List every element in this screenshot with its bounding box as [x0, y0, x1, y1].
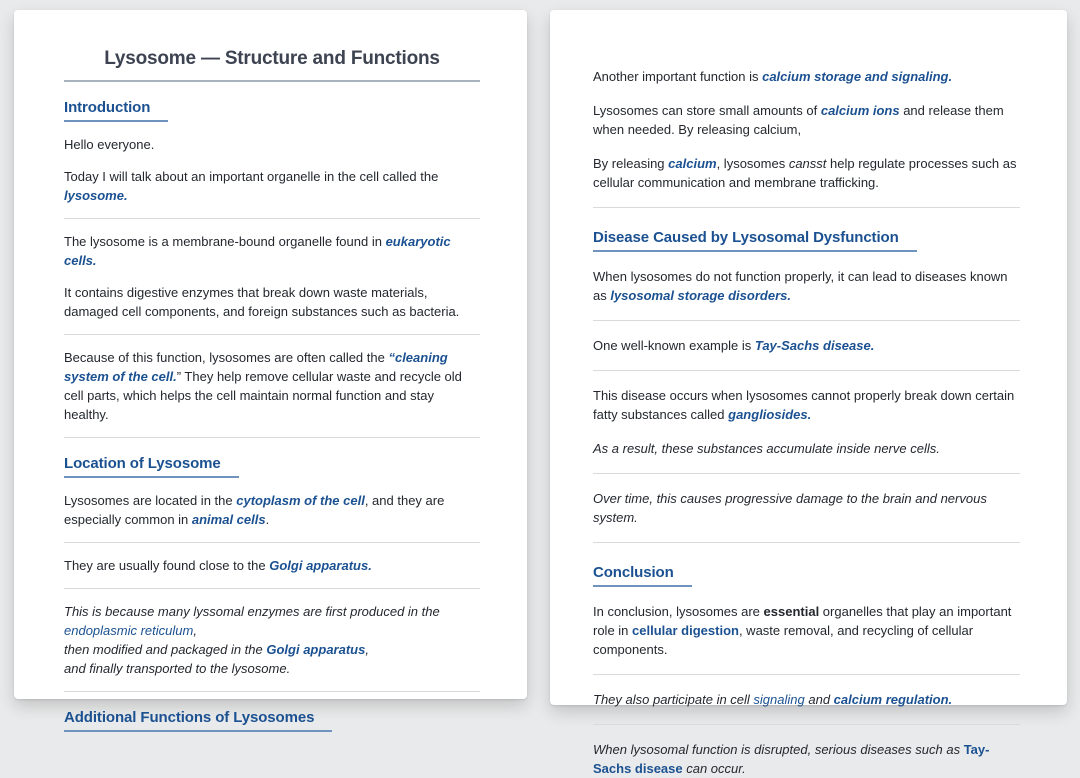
text-run: and finally transported to the lysosome. — [64, 661, 291, 676]
text-run: Tay-Sachs disease — [593, 742, 990, 776]
text-run: By releasing — [593, 156, 669, 171]
text-run: It contains digestive enzymes that break down waste materials, damaged cell components, and foreign substances such as bacteria. — [64, 285, 460, 319]
paragraph-divider — [593, 320, 1020, 321]
text-run: This is because many lyssomal enzymes are first produced in the — [64, 604, 440, 619]
page-left — [14, 10, 527, 726]
paragraph-divider — [593, 724, 1020, 725]
text-run: calcium storage and signaling. — [762, 69, 953, 84]
text-run: then modified and packaged in the — [64, 642, 267, 657]
text-run: Golgi apparatus. — [269, 558, 372, 573]
paragraph — [64, 167, 480, 205]
text-run: Hello everyone. — [64, 137, 155, 152]
text-run: ” They help remove cellular waste and recycle old cell parts, which helps the cell maintain normal function and stay healthy. — [64, 369, 462, 422]
section-heading: Introduction — [64, 99, 168, 122]
paragraph-divider — [64, 218, 480, 219]
paragraph-divider — [64, 437, 480, 438]
text-run: gangliosides. — [728, 407, 812, 422]
section-heading: Location of Lysosome — [64, 455, 239, 478]
section-heading: Additional Functions of Lysosomes — [64, 709, 332, 732]
text-run: and — [804, 692, 834, 707]
text-run: signaling — [753, 692, 805, 707]
text-run: lysosomal storage disorders. — [610, 288, 791, 303]
paragraph — [64, 283, 480, 321]
text-run: When lysosomes do not function properly, it can lead to diseases known as — [593, 269, 1008, 303]
text-run: Lysosomes can store small amounts of — [593, 103, 821, 118]
section-heading-row — [593, 229, 1020, 252]
text-run: calcium ions — [820, 103, 900, 118]
section-heading: Disease Caused by Lysosomal Dysfunction — [593, 229, 917, 252]
paragraph — [64, 602, 480, 678]
paragraph — [593, 690, 1020, 709]
text-run: cytoplasm of the cell — [236, 493, 365, 508]
paragraph — [64, 232, 480, 270]
paragraph — [593, 154, 1020, 192]
text-run: Over time, this causes progressive damage to the brain and nervous system. — [593, 491, 987, 525]
text-run: Today I will talk about an important organelle in the cell called the — [64, 169, 439, 184]
paragraph-divider — [593, 370, 1020, 371]
text-run: and release them when needed. By releasing calcium, — [593, 103, 1004, 137]
paragraph — [593, 439, 1020, 458]
section-heading: Conclusion — [593, 564, 692, 587]
text-run: As a result, these substances accumulate inside nerve cells. — [593, 441, 940, 456]
text-run: calcium regulation. — [833, 692, 953, 707]
section-heading-row — [593, 564, 1020, 587]
page-right — [550, 10, 1067, 776]
text-run: This disease occurs when lysosomes cannot properly break down certain fatty substances called — [593, 388, 1015, 422]
paragraph — [64, 135, 480, 154]
text-run: cellular digestion — [632, 623, 739, 638]
text-run: animal cells — [191, 512, 266, 527]
paragraph — [593, 740, 1020, 778]
text-run: endoplasmic reticulum — [64, 623, 194, 638]
text-run: Golgi apparatus — [266, 642, 366, 657]
text-run: organelles that play an important role in — [593, 604, 1012, 638]
paragraph-divider — [64, 588, 480, 589]
paragraph-divider — [593, 473, 1020, 474]
paragraph — [593, 489, 1020, 527]
text-run: They are usually found close to the — [64, 558, 270, 573]
text-run: lysosome. — [64, 188, 128, 203]
paragraph — [593, 267, 1020, 305]
text-run: Because of this function, lysosomes are often called the — [64, 350, 389, 365]
text-run: help regulate processes such as cellular communication and membrane trafficking. — [593, 156, 1017, 190]
text-run: When lysosomal function is disrupted, serious diseases such as — [593, 742, 964, 757]
paragraph — [64, 348, 480, 424]
text-run: cansst — [788, 156, 827, 171]
paragraph-divider — [64, 334, 480, 335]
text-run: . — [265, 512, 270, 527]
text-run: , waste removal, and recycling of cellular components. — [593, 623, 974, 657]
paragraph — [593, 386, 1020, 424]
paragraph — [593, 602, 1020, 659]
text-run: , and they are especially common in — [64, 493, 445, 527]
section-heading-row — [64, 709, 480, 732]
text-run: , lysosomes — [716, 156, 789, 171]
paragraph — [64, 491, 480, 529]
text-run: can occur. — [682, 761, 746, 776]
text-run: Lysosomes are located in the — [64, 493, 237, 508]
paragraph — [593, 101, 1020, 139]
paragraph-divider — [64, 691, 480, 692]
text-run: , — [193, 623, 197, 638]
section-heading-row — [64, 99, 480, 122]
title-divider — [64, 80, 480, 82]
text-run: “cleaning system of the cell. — [64, 350, 448, 384]
text-run: essential — [763, 604, 820, 619]
text-run: , — [365, 642, 369, 657]
paragraph — [593, 67, 1020, 86]
paragraph — [64, 556, 480, 575]
paragraph-divider — [64, 542, 480, 543]
text-run: Tay-Sachs disease. — [754, 338, 875, 353]
section-heading-row — [64, 455, 480, 478]
paragraph-divider — [593, 207, 1020, 208]
text-run: eukaryotic cells. — [64, 234, 451, 268]
text-run: The lysosome is a membrane-bound organelle found in — [64, 234, 386, 249]
paragraph-divider — [593, 674, 1020, 675]
text-run: They also participate in cell — [593, 692, 754, 707]
text-run: In conclusion, lysosomes are — [593, 604, 764, 619]
document-title: Lysosome — Structure and Functions — [104, 48, 440, 69]
text-run: Another important function is — [593, 69, 763, 84]
text-run: One well-known example is — [593, 338, 755, 353]
text-run: calcium — [668, 156, 717, 171]
paragraph — [593, 336, 1020, 355]
paragraph-divider — [593, 542, 1020, 543]
